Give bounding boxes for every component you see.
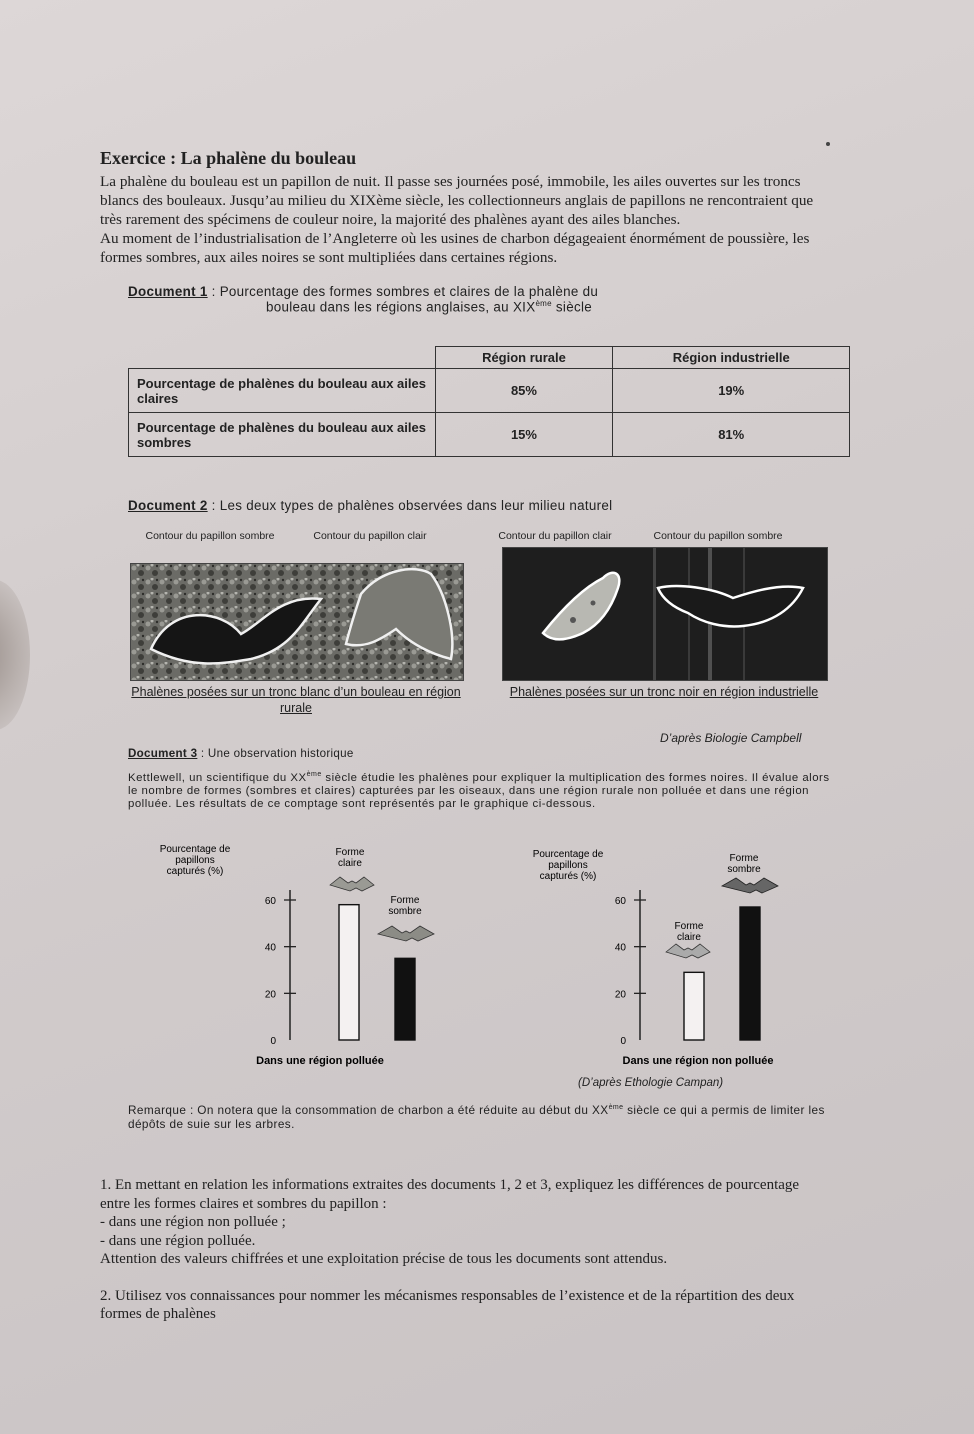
doc3-text-b: siècle étudie les phalènes pour expliquer la multiplication des formes noires. Il évalue alors le nombre de formes (sombres et claires) capturées par les oiseaux, dans une région rurale non polluée et dans une région polluée. Les résultats de ce comptage sont représentés par le graphique ci-dessous. (128, 771, 830, 810)
doc3-remark (128, 1101, 840, 1131)
chart-nonpolluted-title: Dans une région non polluée (622, 1055, 774, 1067)
exercise-title: Exercice : La phalène du bouleau (100, 148, 357, 168)
photo-industrial-trunk (502, 547, 828, 681)
doc1-title-end: siècle (551, 299, 592, 315)
chart-nonpolluted-ylabel-2: papillons (548, 860, 588, 871)
col-header-rural: Région rurale (435, 347, 613, 369)
doc3-text-a: Kettlewell, un scientifique du XX (128, 771, 307, 784)
remark-a: Remarque : On notera que la consommation de charbon a été réduite au début du XX (128, 1102, 609, 1117)
chart-nonpolluted-ylabel-1: Pourcentage de (532, 849, 604, 860)
chart-nonpolluted-cat-0-a: Forme (674, 921, 704, 932)
page-dot (826, 142, 830, 146)
chart-polluted-cat-1-a: Forme (390, 895, 420, 906)
chart-polluted-ylabel-1: Pourcentage de (159, 844, 231, 855)
chart-polluted-tick-label: 40 (264, 942, 276, 954)
chart-nonpolluted-cat-1-b: sombre (727, 864, 761, 875)
label-dark-contour-left: Contour du papillon sombre (145, 530, 275, 542)
chart-nonpolluted-tick-label: 40 (614, 942, 626, 954)
finger-shadow (0, 580, 30, 730)
q1-line: entre les formes claires et sombres du papillon : (100, 1195, 387, 1212)
chart-polluted-tick-label: 0 (270, 1036, 276, 1047)
q1-line: 1. En mettant en relation les informations extraites des documents 1, 2 et 3, expliquez les différences de pourcentage (100, 1177, 800, 1193)
chart-nonpolluted-tick-label: 60 (614, 896, 626, 907)
doc2-label: Document 2 (128, 498, 208, 513)
doc1-label: Document 1 (128, 284, 208, 299)
q1-line: - dans une région polluée. (100, 1232, 256, 1249)
label-dark-contour-right: Contour du papillon sombre (653, 530, 783, 542)
chart-polluted-tick-label: 60 (264, 896, 276, 907)
caption-rural: Phalènes posées sur un tronc blanc d’un bouleau en région rurale (131, 685, 461, 715)
doc2-source: D’après Biologie Campbell (660, 731, 802, 745)
doc3-source: (D’après Ethologie Campan) (578, 1077, 724, 1089)
chart-polluted-bar-light (339, 905, 359, 1040)
col-header-industrial: Région industrielle (613, 347, 850, 369)
doc1-sup: ème (535, 299, 552, 308)
chart-nonpolluted-cat-0-b: claire (677, 932, 701, 943)
intro-line: formes sombres, aux ailes noires se sont multipliées dans certaines régions. (100, 249, 558, 266)
chart-polluted-cat-0-a: Forme (335, 847, 365, 858)
photo-rural-trunk (130, 563, 464, 681)
chart-polluted-cat-0-b: claire (338, 858, 362, 869)
caption-industrial: Phalènes posées sur un tronc noir en région industrielle (509, 685, 819, 699)
cell-light-rural: 85% (435, 369, 613, 413)
cell-light-industrial: 19% (613, 369, 850, 413)
chart-nonpolluted-tick-label: 0 (620, 1036, 626, 1047)
dark-moth-icon (722, 878, 778, 893)
doc3-label: Document 3 (128, 747, 198, 760)
light-moth-icon (330, 877, 374, 891)
intro-line: très rarement des spécimens de couleur noire, la majorité des phalènes ayant des ailes blanches. (100, 211, 681, 228)
doc1-heading (128, 284, 848, 314)
light-moth-icon (666, 944, 710, 958)
q2-line: formes de phalènes (100, 1306, 216, 1322)
rural-trunk-image (131, 564, 463, 680)
chart-nonpolluted-tick-label: 20 (614, 989, 626, 1001)
chart-polluted-title: Dans une région polluée (256, 1055, 384, 1067)
q2-line: 2. Utilisez vos connaissances pour nommer les mécanismes responsables de l’existence et de la répartition des deux (100, 1287, 795, 1304)
label-light-contour-right: Contour du papillon clair (498, 530, 612, 542)
doc3-heading (128, 747, 354, 760)
intro-line: blancs des bouleaux. Jusqu’au milieu du XIXème siècle, les collectionneurs anglais de papillons ne rencontraient que (100, 192, 814, 209)
chart-non-polluted (508, 840, 838, 1070)
dark-moth-icon (378, 926, 434, 941)
chart-polluted-ylabel-3: capturés (%) (166, 866, 224, 877)
questions (100, 1176, 870, 1324)
intro-text (100, 172, 860, 267)
chart-nonpolluted-bar-dark (740, 907, 760, 1040)
chart-polluted-cat-1-b: sombre (388, 906, 422, 917)
intro-line: La phalène du bouleau est un papillon de nuit. Il passe ses journées posé, immobile, les ailes ouvertes sur les troncs (100, 173, 801, 190)
doc1-title: : Pourcentage des formes sombres et claires de la phalène du (207, 284, 599, 299)
chart-nonpolluted-cat-1-a: Forme (729, 853, 759, 864)
cell-dark-industrial: 81% (613, 413, 850, 457)
chart-polluted-bar-dark (395, 958, 415, 1040)
doc3-text (128, 768, 830, 811)
doc2-title: : Les deux types de phalènes observées dans leur milieu naturel (207, 498, 613, 513)
industrial-trunk-image (503, 548, 827, 680)
row-label-light: Pourcentage de phalènes du bouleau aux ailes claires (129, 369, 436, 413)
doc3-sup: ème (306, 771, 322, 778)
chart-nonpolluted-ylabel-3: capturés (%) (539, 871, 597, 882)
cell-dark-rural: 15% (435, 413, 613, 457)
q1-line: - dans une région non polluée ; (100, 1214, 286, 1230)
doc1-table (128, 346, 850, 457)
remark-b: siècle ce qui a permis de limiter les dépôts de suie sur les arbres. (128, 1102, 825, 1131)
remark-sup: ème (608, 1104, 624, 1111)
chart-polluted-tick-label: 20 (264, 989, 276, 1001)
label-light-contour-left: Contour du papillon clair (313, 530, 427, 542)
q1-line: Attention des valeurs chiffrées et une exploitation précise de tous les documents sont attendus. (100, 1251, 668, 1267)
chart-polluted (150, 840, 480, 1070)
intro-line: Au moment de l’industrialisation de l’Angleterre où les usines de charbon dégageaient énormément de poussière, les (100, 230, 810, 247)
doc3-title: : Une observation historique (197, 747, 354, 760)
chart-polluted-ylabel-2: papillons (175, 855, 215, 866)
doc2-heading (128, 498, 612, 513)
row-label-dark: Pourcentage de phalènes du bouleau aux ailes sombres (129, 413, 436, 457)
doc1-title-2: bouleau dans les régions anglaises, au XIX (266, 299, 536, 315)
chart-nonpolluted-bar-light (684, 972, 704, 1040)
